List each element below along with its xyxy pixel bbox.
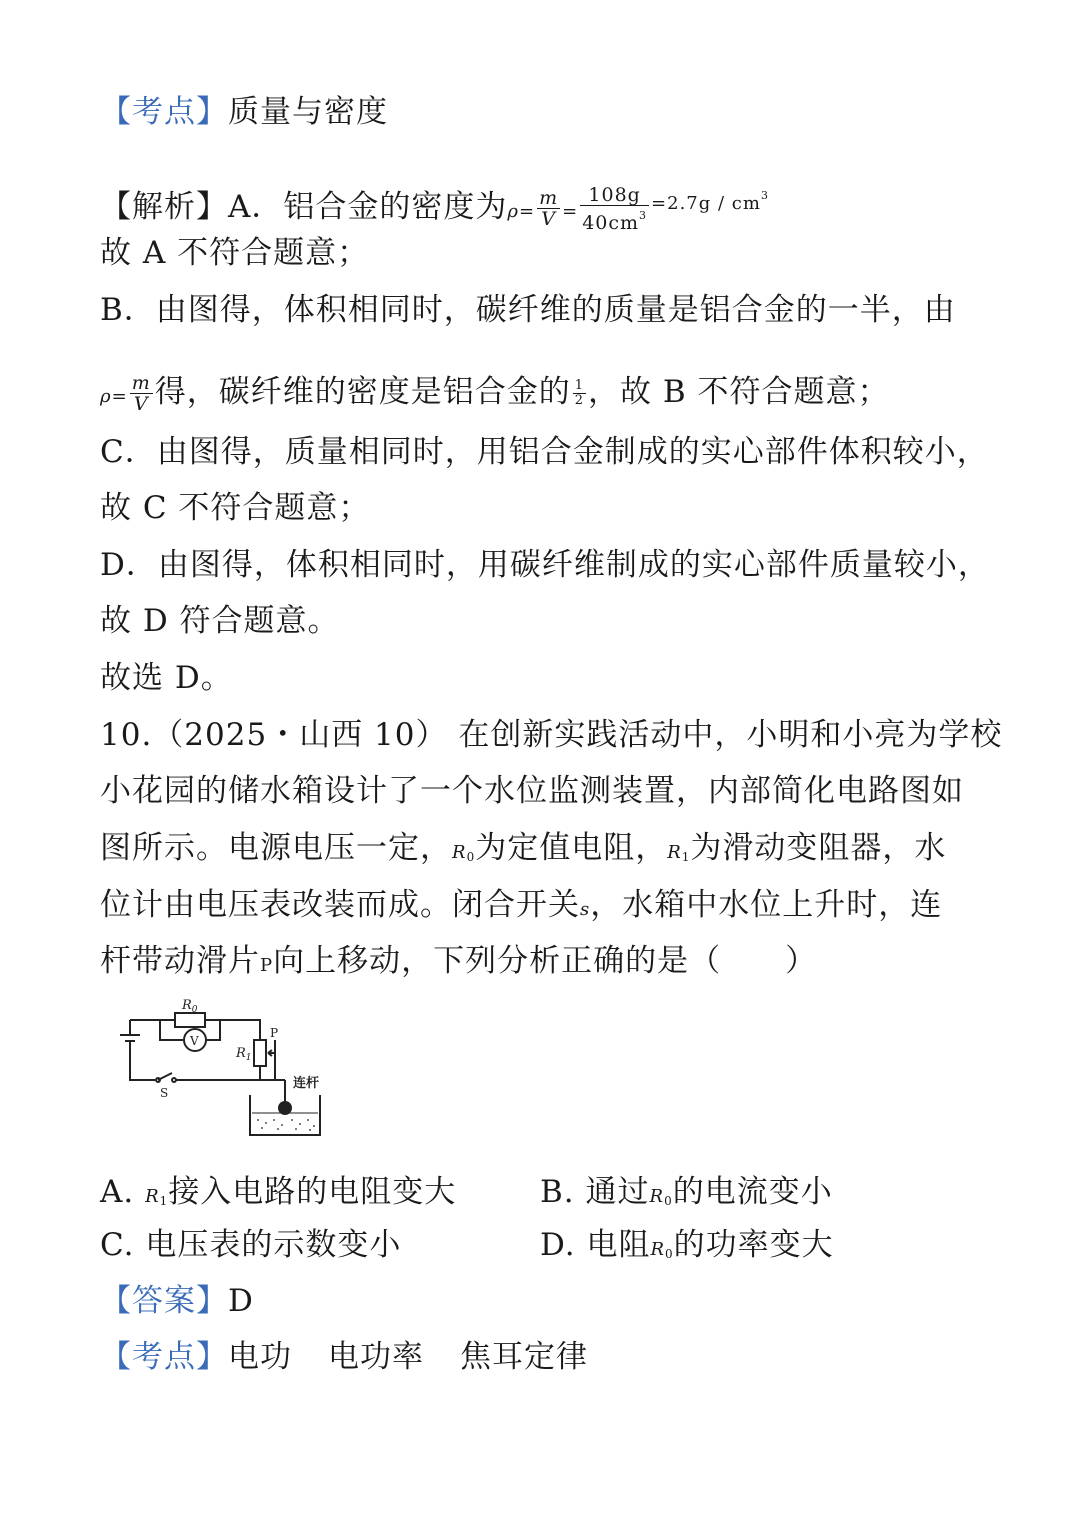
- r1-sub: 1: [681, 850, 691, 864]
- jiexi-a-text: A．铝合金的密度为: [228, 189, 508, 225]
- formula-half-num: 1: [574, 378, 584, 393]
- kaodian-line-2: [100, 1337, 588, 1377]
- jiexi-b-mid: 得，碳纤维的密度是铝合金的: [154, 374, 571, 410]
- wire-left-bottom: [130, 1041, 155, 1080]
- r0-symbol: [452, 842, 475, 863]
- kaodian-2-tag: 【考点】: [100, 1339, 228, 1375]
- option-b-r0: [650, 1186, 673, 1207]
- switch-symbol: s: [580, 899, 591, 920]
- option-b-text: 的电流变小: [672, 1174, 833, 1210]
- option-b-r-sub: 0: [664, 1194, 673, 1208]
- kaodian-2-item-2: 电功率: [328, 1339, 424, 1375]
- formula-num: 108g: [580, 185, 649, 206]
- slider-p-symbol: P: [260, 955, 274, 976]
- kaodian-2-item-1: 电功: [228, 1339, 292, 1375]
- question-line-4-b: ，水箱中水位上升时，连: [590, 887, 943, 923]
- option-d-label: D.: [540, 1227, 576, 1263]
- jiexi-d-line-2: 故 D 符合题意。: [100, 603, 340, 639]
- jiexi-line-2: 故 A 不符合题意；: [100, 235, 370, 271]
- option-d-r0: [650, 1239, 673, 1260]
- resistor-r1: [254, 1040, 266, 1066]
- r0-letter: R: [452, 842, 467, 863]
- label-p: P: [270, 1026, 279, 1040]
- formula-result-sup: 3: [760, 189, 769, 202]
- wire-voltmeter-right: [207, 1020, 220, 1040]
- question-line-5-b: 向上移动，下列分析正确的是（ ）: [273, 943, 818, 979]
- jiexi-b-line-2: [100, 372, 890, 417]
- formula-m-over-v-b: [130, 373, 153, 414]
- jiexi-line-a: [100, 176, 769, 233]
- formula-result: [651, 189, 769, 214]
- option-a-label: A.: [100, 1174, 135, 1210]
- water-dots: [257, 1119, 315, 1131]
- question-line-3-b: 为定值电阻，: [475, 830, 668, 866]
- formula-m: m: [539, 187, 559, 209]
- option-d-text: 的功率变大: [673, 1227, 834, 1263]
- question-line-5-a: 杆带动滑片: [100, 943, 260, 979]
- option-a-r-letter: R: [145, 1186, 160, 1207]
- switch-lever: [158, 1073, 172, 1080]
- switch-contact-right: [172, 1078, 176, 1082]
- jiexi-c-line-2: 故 C 不符合题意；: [100, 490, 371, 526]
- formula-m-b: m: [131, 372, 151, 394]
- option-b-label: B.: [540, 1174, 575, 1210]
- jiexi-d-line-1: D．由图得，体积相同时，用碳纤维制成的实心部件质量较小，: [100, 547, 990, 583]
- formula-result-text: =2.7g / cm: [651, 193, 761, 214]
- label-voltmeter: V: [190, 1034, 199, 1048]
- jiexi-conclusion: 故选 D。: [100, 660, 233, 696]
- option-a[interactable]: [100, 1172, 456, 1221]
- option-d-pre: 电阻: [586, 1227, 651, 1263]
- question-line-3-c: 为滑动变阻器，水: [690, 830, 947, 866]
- answer-tag: 【答案】: [100, 1283, 228, 1319]
- label-r0: $R_0$: [182, 998, 198, 1015]
- question-line-3: [100, 828, 946, 877]
- answer-line: [100, 1281, 254, 1321]
- label-r1: $R_1$: [236, 1046, 252, 1063]
- label-s: S: [160, 1086, 169, 1100]
- option-c-text: 电压表的示数变小: [145, 1227, 402, 1263]
- r0-sub: 0: [466, 850, 476, 864]
- kaodian-line-1: [100, 92, 388, 132]
- formula-half: [573, 379, 586, 408]
- wire-voltmeter-left: [160, 1020, 183, 1040]
- formula-rho: ρ: [507, 201, 519, 222]
- formula-v-b: V: [133, 393, 149, 415]
- kaodian-2-item-3: 焦耳定律: [460, 1339, 588, 1375]
- question-line-4: [100, 885, 942, 930]
- kaodian-tag: 【考点】: [100, 94, 228, 130]
- resistor-r0: [175, 1013, 205, 1027]
- option-d-r-sub: 0: [665, 1247, 674, 1261]
- option-b-pre: 通过: [585, 1174, 650, 1210]
- formula-den: 40cm: [582, 211, 640, 234]
- option-b[interactable]: [540, 1172, 833, 1221]
- option-d-r-letter: R: [650, 1239, 666, 1260]
- jiexi-tag: 【解析】: [100, 189, 228, 225]
- formula-108-over-40: [580, 185, 649, 233]
- formula-eq-b: =: [111, 386, 128, 407]
- wire-top-right: [205, 1020, 260, 1040]
- option-d[interactable]: [540, 1225, 834, 1274]
- question-line-5: [100, 941, 817, 986]
- kaodian-text: 质量与密度: [228, 94, 388, 130]
- option-a-r1: [145, 1186, 168, 1207]
- option-c-label: C.: [100, 1227, 135, 1263]
- r1-symbol: [667, 842, 690, 863]
- r1-letter: R: [667, 842, 682, 863]
- option-b-r-letter: R: [649, 1186, 665, 1207]
- option-a-text: 接入电路的电阻变大: [168, 1174, 457, 1210]
- question-line-4-a: 位计由电压表改装而成。闭合开关: [100, 887, 580, 923]
- jiexi-b-line-1: B．由图得，体积相同时，碳纤维的质量是铝合金的一半，由: [100, 292, 956, 328]
- question-line-1: 10.（2025・山西 10） 在创新实践活动中，小明和小亮为学校: [100, 717, 1003, 753]
- formula-eq-2: =: [562, 201, 579, 222]
- option-a-r-sub: 1: [159, 1194, 169, 1208]
- formula-rho-b: ρ: [100, 386, 112, 407]
- formula-v: V: [541, 208, 556, 230]
- formula-den-sup: 3: [639, 208, 648, 222]
- label-rod: 连杆: [293, 1076, 320, 1091]
- option-c[interactable]: [100, 1225, 401, 1265]
- formula-half-den: 2: [574, 393, 584, 408]
- formula-m-over-v: [537, 188, 560, 229]
- jiexi-b-end: ，故 B 不符合题意；: [588, 374, 890, 410]
- question-line-3-a: 图所示。电源电压一定，: [100, 830, 452, 866]
- float-ball: [278, 1101, 292, 1115]
- answer-text: D: [228, 1283, 254, 1319]
- question-line-2: 小花园的储水箱设计了一个水位监测装置，内部简化电路图如: [100, 773, 964, 809]
- formula-eq-1: =: [518, 201, 536, 222]
- jiexi-c-line-1: C．由图得，质量相同时，用铝合金制成的实心部件体积较小，: [100, 434, 989, 470]
- circuit-diagram: [110, 995, 340, 1145]
